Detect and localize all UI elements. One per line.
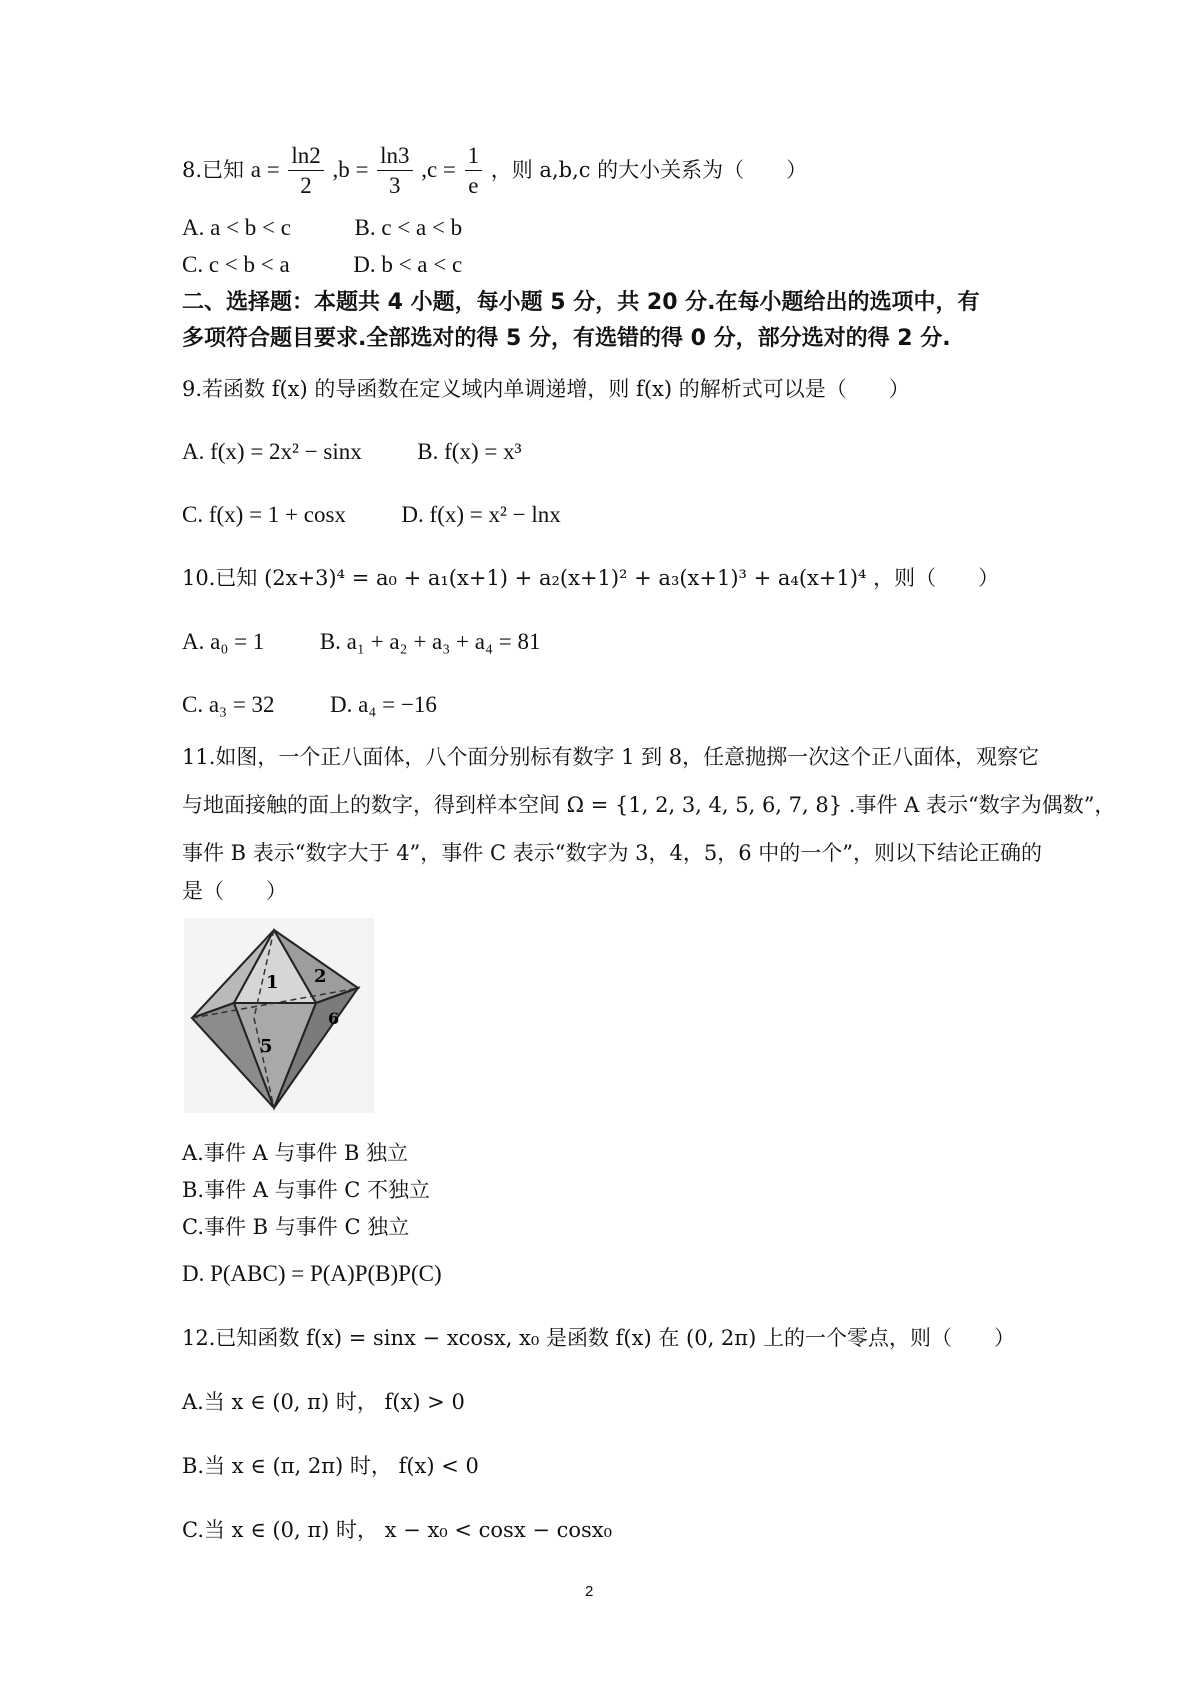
page-number: 2 <box>585 1583 594 1600</box>
section2-line2: 多项符合题目要求.全部选对的得 5 分，有选错的得 0 分，部分选对的得 2 分. <box>182 326 951 351</box>
q12-option-c: C.当 x ∈ (0, π) 时， x − x₀ < cosx − cosx₀ <box>182 1518 613 1542</box>
face-label-6: 6 <box>328 1009 340 1028</box>
q12-option-a: A.当 x ∈ (0, π) 时， f(x) > 0 <box>182 1390 465 1414</box>
q8-a-frac <box>288 142 323 201</box>
q8-a-num: ln2 <box>288 142 323 171</box>
q8-b-frac <box>377 142 412 201</box>
q9-option-c: C. f(x) = 1 + cosx <box>182 502 346 527</box>
q9-stem: 9.若函数 f(x) 的导函数在定义域内单调递增，则 f(x) 的解析式可以是（ ） <box>182 377 910 401</box>
q11-option-d: D. P(ABC) = P(A)P(B)P(C) <box>182 1261 442 1286</box>
q11-line1: 11.如图，一个正八面体，八个面分别标有数字 1 到 8，任意抛掷一次这个正八面体，观察它 <box>182 745 1040 769</box>
octahedron-figure <box>184 918 374 1113</box>
q8-suffix: ，则 a,b,c 的大小关系为（ ） <box>490 158 808 182</box>
q8-c-eq: ,c = <box>421 157 456 182</box>
q8-options-row1 <box>182 213 462 243</box>
q9-options-row1 <box>182 437 521 467</box>
q8-c-den: e <box>468 173 479 198</box>
q11-line2: 与地面接触的面上的数字，得到样本空间 Ω = {1, 2, 3, 4, 5, 6, 7, 8} .事件 A 表示“数字为偶数”， <box>182 793 1116 817</box>
q10-stem: 10.已知 (2x+3)⁴ = a₀ + a₁(x+1) + a₂(x+1)² + a₃(x+1)³ + a₄(x+1)⁴ ，则（ ） <box>182 566 1000 590</box>
q8-option-a: A. a < b < c <box>182 215 291 240</box>
q8-prefix: 8.已知 <box>182 158 245 182</box>
q9-options-row2 <box>182 500 561 530</box>
q8-c-num: 1 <box>465 142 483 171</box>
q11-option-a: A.事件 A 与事件 B 独立 <box>182 1141 409 1165</box>
q10-option-c: C. a₃ = 32 <box>182 692 275 717</box>
q9-option-b: B. f(x) = x³ <box>417 439 522 464</box>
q8-b-den: 3 <box>389 173 401 198</box>
q11-line4: 是（ ） <box>182 879 287 903</box>
q10-options-row2 <box>182 690 437 720</box>
q9-option-a: A. f(x) = 2x² − sinx <box>182 439 362 464</box>
face-label-5: 5 <box>260 1036 273 1057</box>
q10-option-a: A. a₀ = 1 <box>182 629 265 654</box>
q12-option-b: B.当 x ∈ (π, 2π) 时， f(x) < 0 <box>182 1454 479 1478</box>
q9-option-d: D. f(x) = x² − lnx <box>401 502 561 527</box>
q8-option-b: B. c < a < b <box>354 215 463 240</box>
q10-option-d: D. a₄ = −16 <box>330 692 437 717</box>
q8-stem <box>182 142 807 201</box>
q11-option-b: B.事件 A 与事件 C 不独立 <box>182 1178 431 1202</box>
q8-option-c: C. c < b < a <box>182 252 290 277</box>
face-label-1: 1 <box>266 972 279 993</box>
q10-option-b: B. a₁ + a₂ + a₃ + a₄ = 81 <box>319 629 541 654</box>
q11-line3: 事件 B 表示“数字大于 4”，事件 C 表示“数字为 3，4，5，6 中的一个”，则以下结论正确的 <box>182 841 1042 865</box>
q8-b-eq: ,b = <box>332 157 369 182</box>
q8-options-row2 <box>182 250 462 280</box>
q8-b-num: ln3 <box>377 142 412 171</box>
q8-c-frac <box>465 142 483 201</box>
q8-a-eq: a = <box>250 157 280 182</box>
q10-options-row1 <box>182 627 540 657</box>
q8-option-d: D. b < a < c <box>353 252 463 277</box>
q8-a-den: 2 <box>300 173 312 198</box>
q12-stem: 12.已知函数 f(x) = sinx − xcosx, x₀ 是函数 f(x) 在 (0, 2π) 上的一个零点，则（ ） <box>182 1326 1015 1350</box>
face-label-2: 2 <box>314 966 327 987</box>
q11-option-c: C.事件 B 与事件 C 独立 <box>182 1215 410 1239</box>
section2-line1: 二、选择题：本题共 4 小题，每小题 5 分，共 20 分.在每小题给出的选项中，有 <box>182 290 980 315</box>
